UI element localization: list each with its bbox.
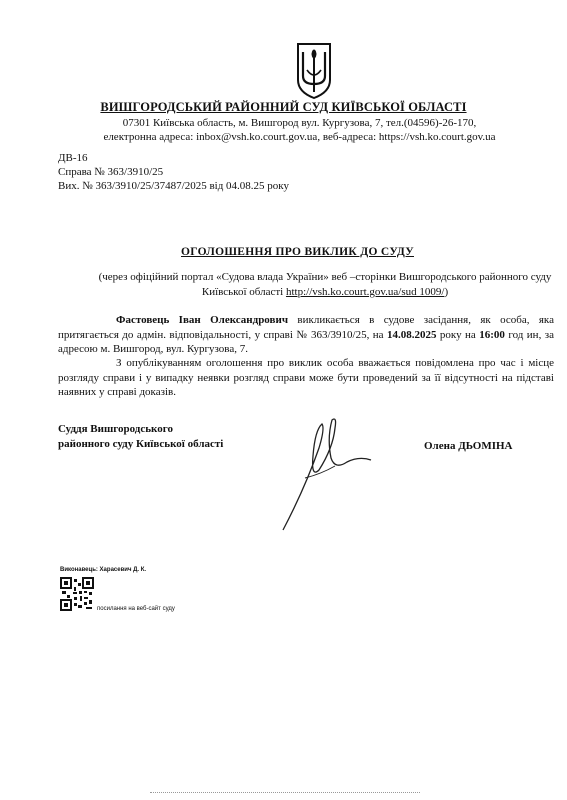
- notice-text: З опублікуванням оголошення про виклик особа вважається повідомлена про час і місце розгляду справи і у випадку неявки розгляд справи може бути проведений за її відсутності на підставі наявних у справі доказів.: [58, 357, 554, 398]
- hearing-date: 14.08.2025: [386, 328, 437, 341]
- executor-note: Виконавець: Харасевич Д. К.: [60, 567, 147, 573]
- hearing-time: 16:00: [479, 328, 505, 341]
- court-address: 07301 Київська область, м. Вишгород вул. Кургузова, 7, тел.(04596)-26-170,: [122, 117, 477, 129]
- subtitle-close: ): [444, 286, 449, 298]
- coat-of-arms-icon: [294, 40, 334, 100]
- judge-title-line1: Суддя Вишгородського: [58, 423, 173, 435]
- person-name: Фастовець Іван Олександрович: [116, 314, 289, 326]
- form-code: ДВ-16: [58, 152, 88, 164]
- qr-code-icon[interactable]: [60, 577, 94, 611]
- summons-paragraph: [58, 313, 554, 357]
- summons-text-b: року на: [436, 328, 480, 341]
- notice-heading: ОГОЛОШЕННЯ ПРО ВИКЛИК ДО СУДУ: [181, 246, 414, 258]
- subtitle-text: (через офіційний портал «Судова влада України» веб –сторінки Вишгородського районного суду Київської області: [98, 271, 552, 298]
- court-portal-link[interactable]: http://vsh.ko.court.gov.ua/sud 1009/: [285, 286, 445, 298]
- page-edge-mark: [150, 792, 420, 799]
- notice-paragraph: [58, 356, 554, 400]
- case-number: Справа № 363/3910/25: [58, 166, 164, 178]
- summons-text-c: год ин, за адресою м. Вишгород, вул. Кургузова, 7.: [58, 328, 554, 355]
- judge-title-line2: районного суду Київської області: [58, 438, 224, 450]
- notice-subtitle: [95, 270, 555, 300]
- judge-name: Олена ДЬОМІНА: [424, 440, 513, 452]
- summons-text-a: викликається в судове засідання, як особа, яка притягається до адмін. відповідальності, у справі № 363/3910/25, на: [58, 314, 554, 341]
- court-name: ВИШГОРОДСЬКИЙ РАЙОННИЙ СУД КИЇВСЬКОЇ ОБЛАСТІ: [100, 100, 467, 114]
- outgoing-number: Вих. № 363/3910/25/37487/2025 від 04.08.25 року: [58, 180, 289, 192]
- court-contacts: електронна адреса: inbox@vsh.ko.court.gov.ua, веб-адреса: https://vsh.ko.court.gov.ua: [103, 131, 496, 143]
- qr-caption: посилання на веб-сайт суду: [97, 606, 175, 612]
- handwritten-signature: [275, 408, 385, 538]
- judge-title: [58, 422, 223, 452]
